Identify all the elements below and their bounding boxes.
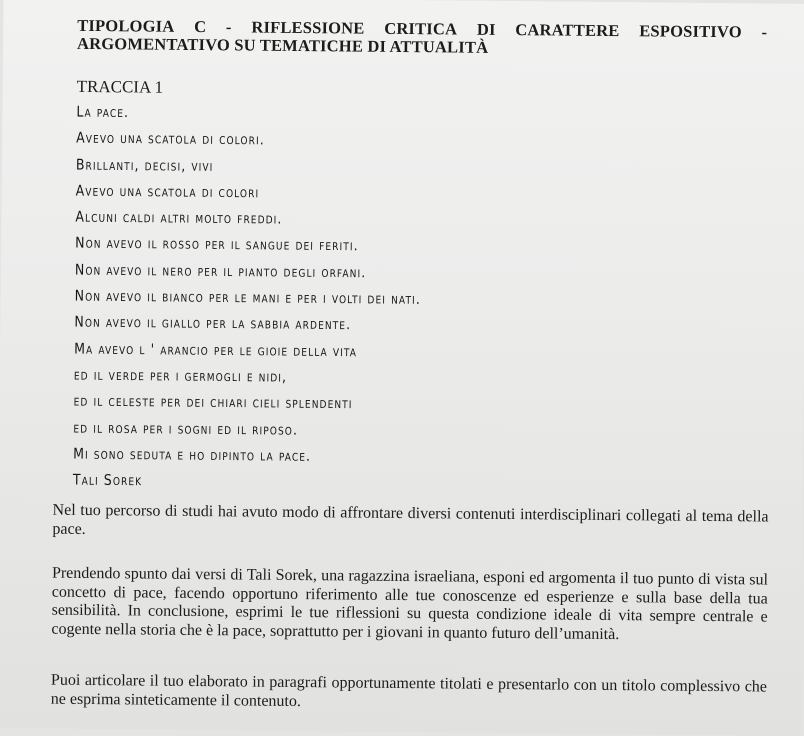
title-word: ESPOSITIVO xyxy=(639,21,742,42)
traccia-label: TRACCIA 1 xyxy=(76,76,164,97)
poem-line: Avevo una scatola di colori. xyxy=(76,128,265,149)
title-word: - xyxy=(225,17,232,37)
poem-author: Tali Sorek xyxy=(72,470,143,489)
title-line-2: ARGOMENTATIVO SU TEMATICHE DI ATTUALITÀ xyxy=(76,33,489,57)
poem-line: Ma avevo l ' arancio per le gioie della vita xyxy=(74,339,358,360)
title-word: CRITICA xyxy=(384,18,458,39)
title-word: DI xyxy=(476,19,496,39)
poem-line: Non avevo il bianco per le mani e per i volti dei nati. xyxy=(74,286,422,308)
poem-line: Non avevo il nero per il pianto degli orfani. xyxy=(74,260,367,281)
title-word: TIPOLOGIA xyxy=(77,15,175,36)
title-word: CARATTERE xyxy=(515,20,620,41)
poem-line: La pace. xyxy=(76,102,130,121)
structure-paragraph: Puoi articolare il tuo elaborato in paragrafi opportunamente titolati e presentarlo con un titolo complessivo che ne esprima sinteticamente il contenuto. xyxy=(50,671,768,710)
title-word: - xyxy=(761,22,768,42)
poem-line: Mi sono seduta e ho dipinto la pace. xyxy=(73,444,312,465)
title-word: C xyxy=(194,16,207,37)
poem-line: ed il rosa per i sogni ed il riposo. xyxy=(73,417,299,438)
intro-paragraph: Nel tuo percorso di studi hai avuto modo di affrontare diversi contenuti interdisciplinari collegati al tema della pace. xyxy=(52,501,769,538)
document-title xyxy=(77,17,767,60)
poem-line: ed il verde per i germogli e nidi, xyxy=(73,365,288,386)
poem-line: Brillanti, decisi, vivi xyxy=(75,154,214,175)
poem-line: ed il celeste per dei chiari cieli splendenti xyxy=(73,391,353,413)
poem-line: Alcuni caldi altri molto freddi. xyxy=(75,207,283,228)
instructions-paragraph: Prendendo spunto dai versi di Tali Sorek, una ragazzina israeliana, esponi ed argomenta il tuo punto di vista sul concetto di pace, facendo opportuno riferimento alle tue conoscenze ed esperienze e sulla base della tua sensibilità. In conclusione, esprimi le tue riflessioni su questa condizione ideale di vita sempre centrale e cogente nella storia che è la pace, soprattutto per i giovani in quanto futuro dell’umanità. xyxy=(51,564,769,643)
poem-line: Non avevo il giallo per la sabbia ardente. xyxy=(74,312,352,334)
poem-line: Non avevo il rosso per il sangue dei feriti. xyxy=(75,233,359,255)
poem xyxy=(73,99,423,497)
poem-line: Avevo una scatola di colori xyxy=(75,181,260,201)
title-word: RIFLESSIONE xyxy=(251,17,365,38)
